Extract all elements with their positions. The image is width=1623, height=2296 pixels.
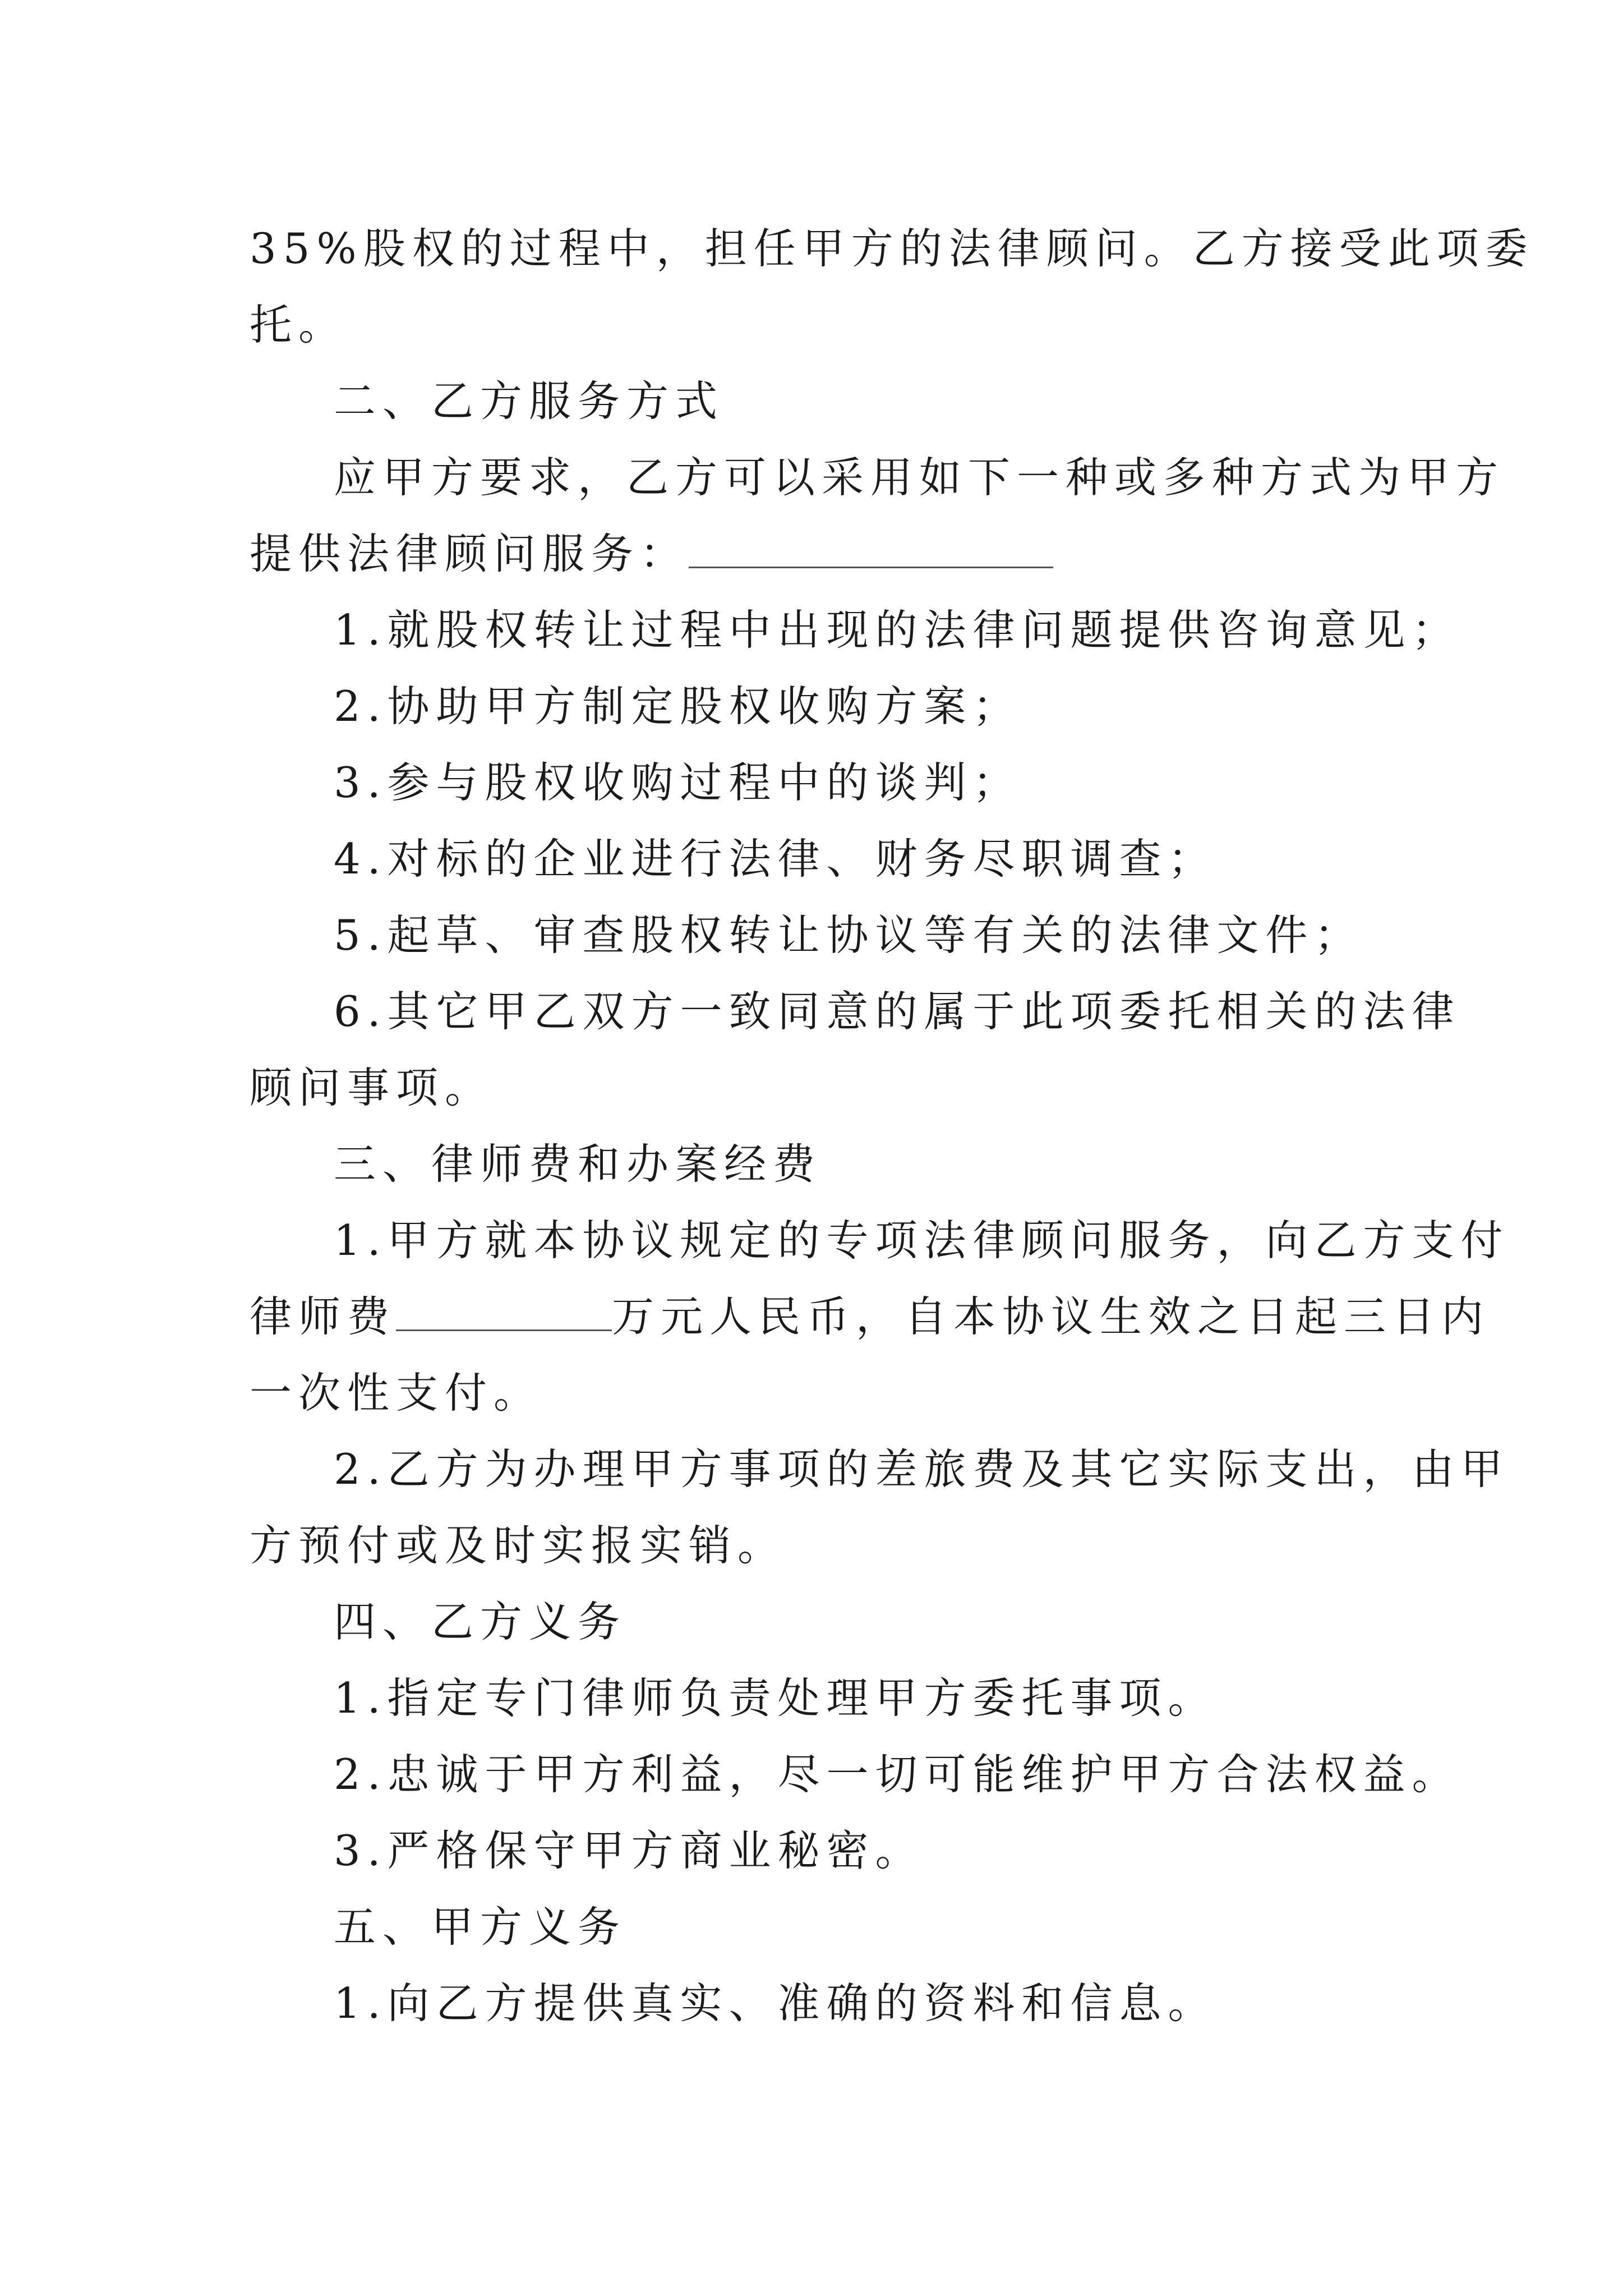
section-heading: 五、甲方义务 [334, 1902, 627, 1952]
list-item: 2.协助甲方制定股权收购方案； [334, 682, 1022, 731]
list-item: 1.指定专门律师负责处理甲方委托事项。 [334, 1673, 1217, 1723]
section-heading: 二、乙方服务方式 [334, 376, 725, 426]
section-heading: 三、律师费和办案经费 [334, 1139, 822, 1189]
list-item: 2.忠诚于甲方利益，尽一切可能维护甲方合法权益。 [334, 1750, 1461, 1799]
list-item: 5.起草、审查股权转让协议等有关的法律文件； [334, 910, 1363, 960]
body-text: 提供法律顾问服务： [250, 529, 689, 578]
section-heading: 四、乙方义务 [334, 1597, 627, 1646]
list-item-continuation-with-blank [250, 1278, 1491, 1355]
list-item-continuation: 一次性支付。 [250, 1368, 543, 1418]
list-item-continuation: 顾问事项。 [250, 1063, 494, 1112]
list-item: 3.参与股权收购过程中的谈判； [334, 758, 1022, 807]
list-item: 3.严格保守甲方商业秘密。 [334, 1826, 924, 1875]
list-item: 6.其它甲乙双方一致同意的属于此项委托相关的法律 [334, 987, 1461, 1036]
list-item: 1.向乙方提供真实、准确的资料和信息。 [334, 1978, 1217, 2028]
list-item: 4.对标的企业进行法律、财务尽职调查； [334, 834, 1217, 884]
list-item: 1.甲方就本协议规定的专项法律顾问服务，向乙方支付 [334, 1216, 1510, 1265]
body-line: 托。 [250, 300, 348, 349]
body-text: 律师费 [250, 1292, 396, 1341]
body-line: 应甲方要求，乙方可以采用如下一种或多种方式为甲方 [334, 453, 1505, 502]
list-item-continuation: 方预付或及时实报实销。 [250, 1521, 787, 1570]
fee-amount-blank[interactable] [396, 1295, 612, 1331]
list-item: 1.就股权转让过程中出现的法律问题提供咨询意见； [334, 605, 1461, 655]
body-text: 万元人民币，自本协议生效之日起三日内 [612, 1292, 1491, 1341]
body-line: 35%股权的过程中，担任甲方的法律顾问。乙方接受此项委 [250, 224, 1534, 273]
list-item: 2.乙方为办理甲方事项的差旅费及其它实际支出，由甲 [334, 1444, 1510, 1494]
fill-in-blank[interactable] [689, 532, 1053, 568]
document-body [250, 210, 1534, 2041]
body-line-with-blank [250, 516, 1382, 592]
